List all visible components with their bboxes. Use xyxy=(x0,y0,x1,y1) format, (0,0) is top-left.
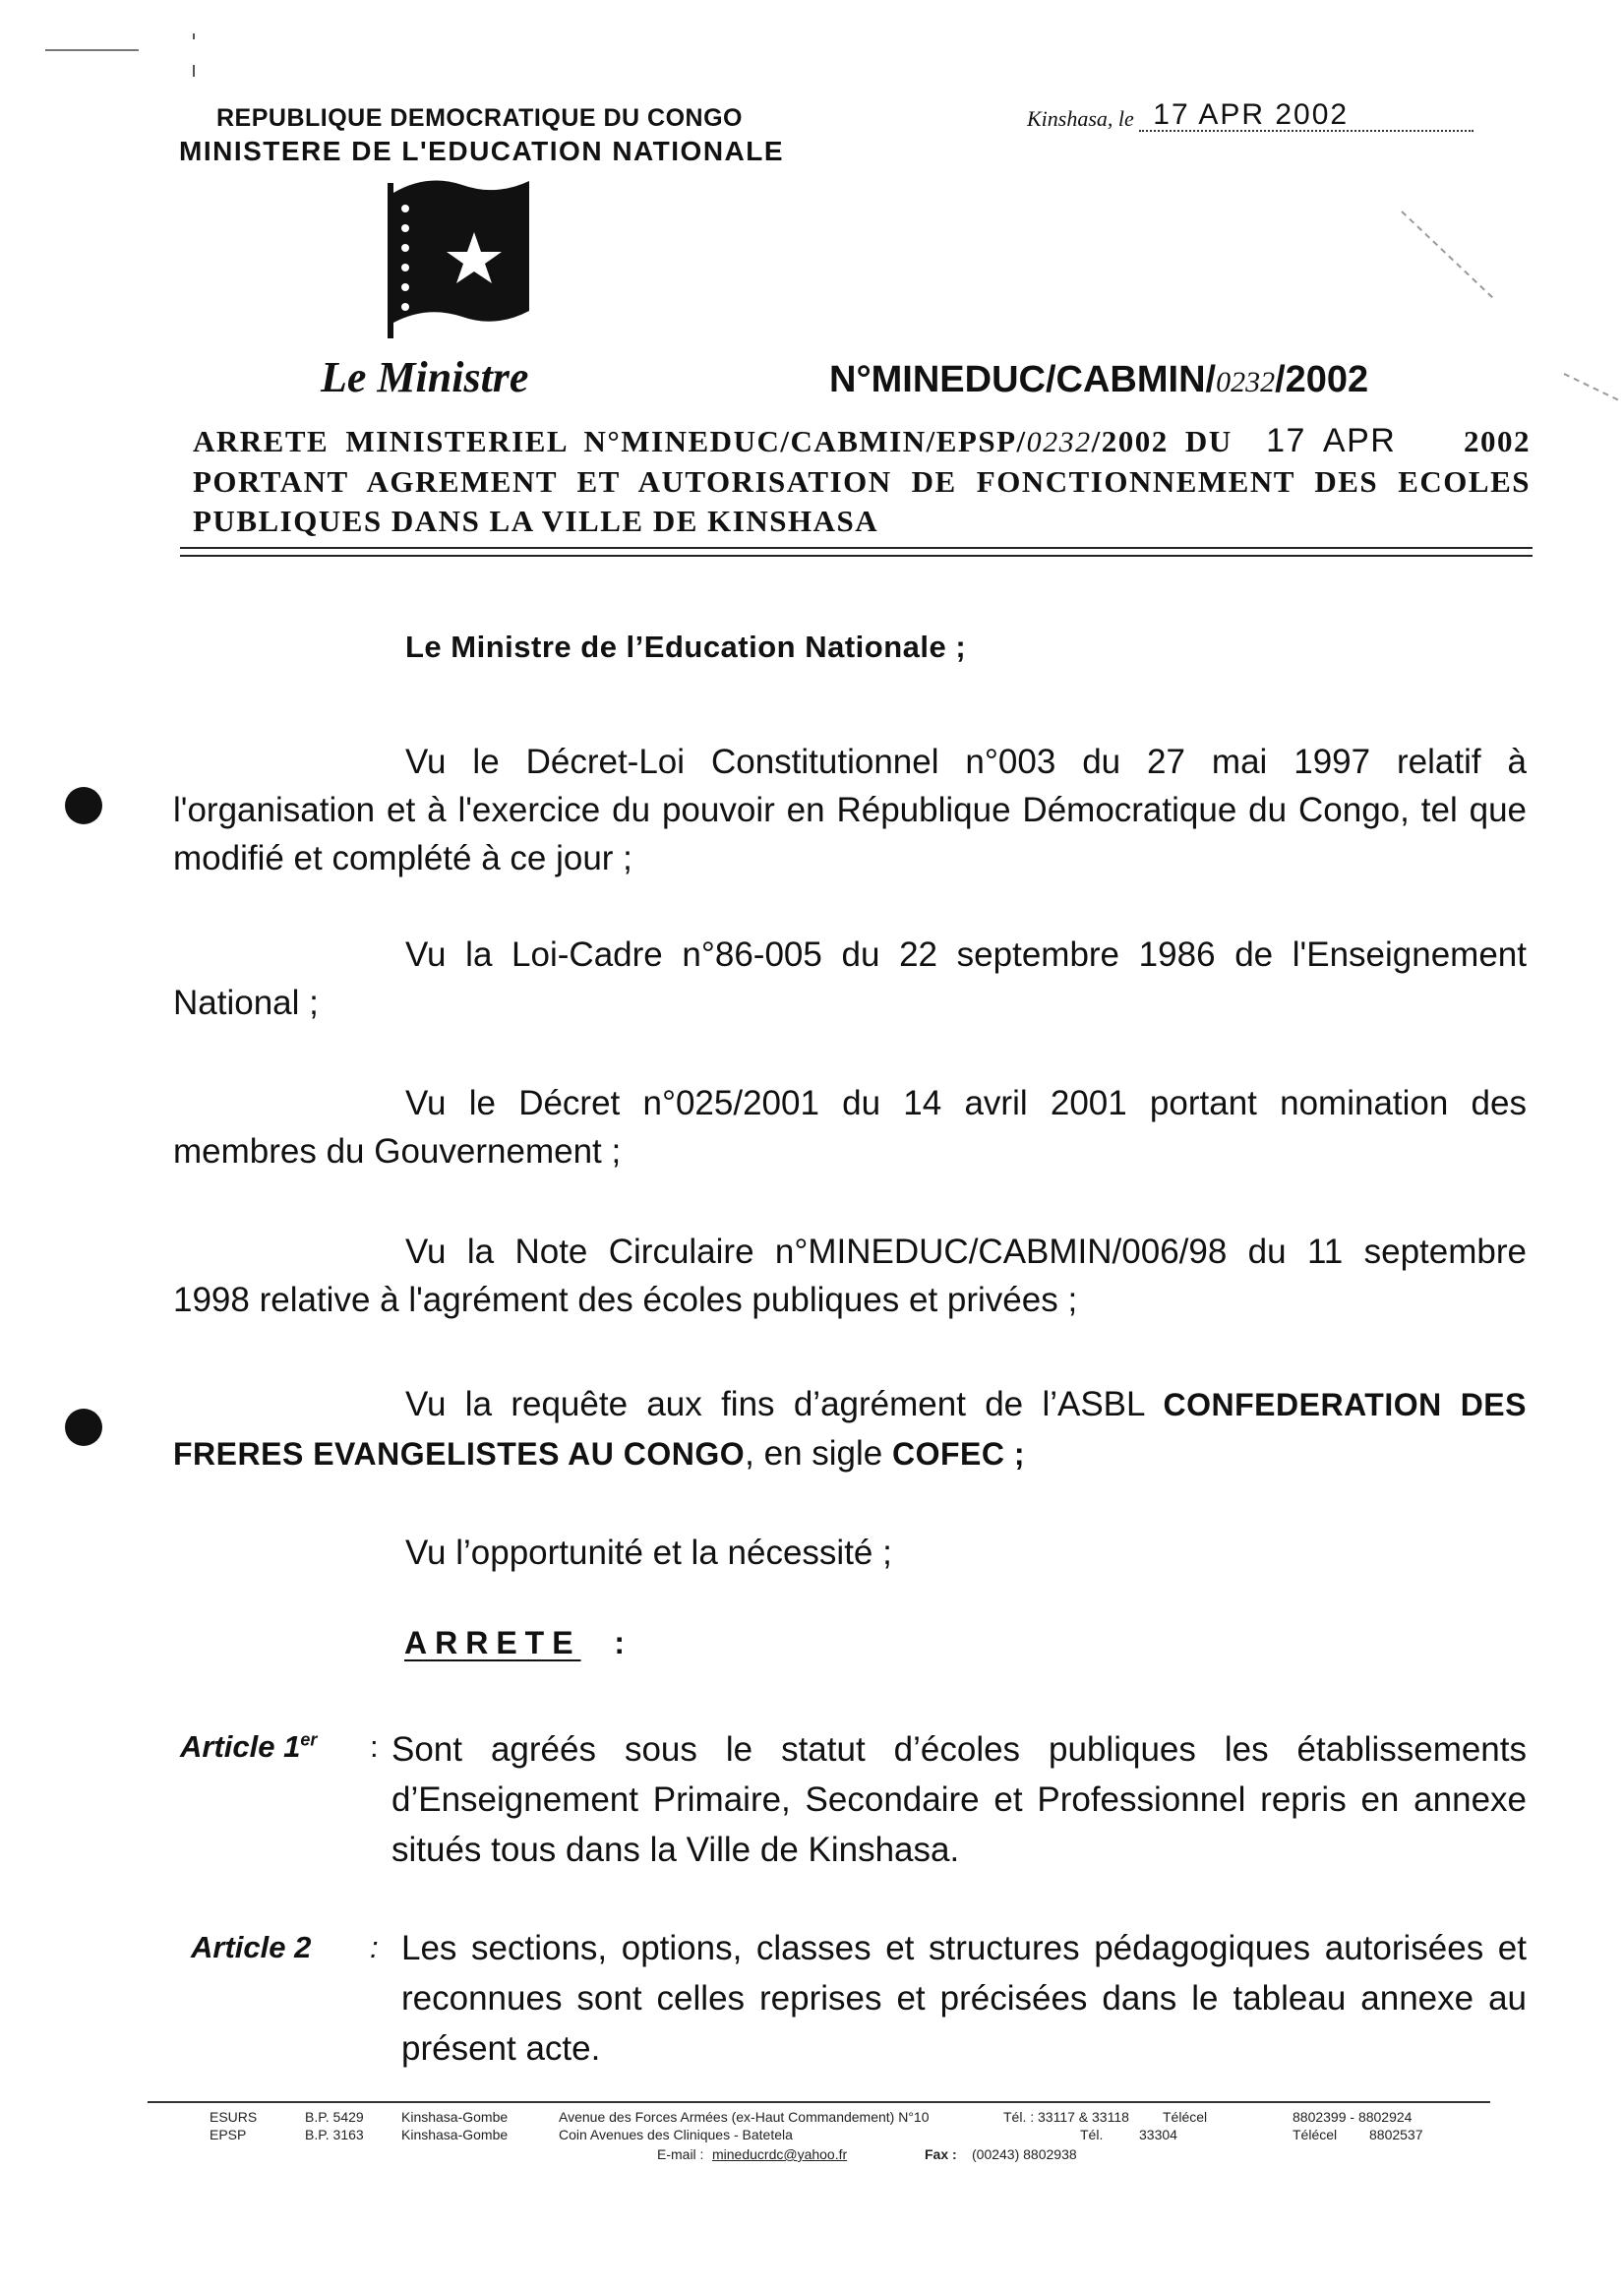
arrete-title-line-2: PORTANT AGREMENT ET AUTORISATION DE FONCTIONNEMENT DES ECOLES xyxy=(193,464,1531,499)
article-1-colon: : xyxy=(370,1729,379,1764)
consideration-text: Vu la Loi-Cadre n°86-005 du 22 septembre 1986 de l'Enseignement National ; xyxy=(173,935,1527,1022)
reference-handwritten: 0232 xyxy=(1216,366,1276,398)
scan-mark xyxy=(193,65,195,77)
divider-rule xyxy=(180,547,1533,549)
footer-tel: Tél. : 33117 & 33118 xyxy=(1003,2109,1129,2125)
republic-name: REPUBLIQUE DEMOCRATIQUE DU CONGO xyxy=(216,104,743,132)
footer-address: Avenue des Forces Armées (ex-Haut Commandement) N°10 xyxy=(559,2109,930,2125)
article-2-colon: : xyxy=(370,1930,379,1964)
arrete-title xyxy=(193,421,1531,541)
request-text: , en sigle xyxy=(745,1434,883,1473)
opportunity-text: Vu l’opportunité et la nécessité ; xyxy=(405,1534,892,1572)
arrete-word: ARRETE xyxy=(404,1625,581,1660)
article-label-text: Article 1 xyxy=(180,1729,301,1764)
title-stamp: 17 APR xyxy=(1266,422,1397,459)
divider-rule xyxy=(180,555,1533,557)
place-prefix: Kinshasa, le xyxy=(1027,106,1134,131)
scan-mark xyxy=(45,49,139,51)
reference-number xyxy=(829,359,1368,401)
scan-mark xyxy=(193,33,195,39)
stamp-date: 17 APR 2002 xyxy=(1153,98,1350,131)
footer-bp: B.P. 5429 xyxy=(305,2109,364,2125)
footer-address: Coin Avenues des Cliniques - Batetela xyxy=(559,2127,793,2142)
opportunity-paragraph xyxy=(173,1529,1527,1577)
reference-prefix: N°MINEDUC/CABMIN/ xyxy=(829,359,1217,400)
arrete-title-line-3: PUBLIQUES DANS LA VILLE DE KINSHASA xyxy=(193,504,879,538)
minister-heading: Le Ministre de l’Education Nationale ; xyxy=(405,630,967,664)
article-1-text: Sont agréés sous le statut d’écoles publiques les établissements d’Enseignement Primaire, Secondaire et Professionnel repris en annexe situés tous dans la Ville de Kinshasa. xyxy=(391,1730,1527,1869)
article-2-label: Article 2 xyxy=(191,1930,312,1964)
arrete-title-line-1 xyxy=(193,421,1531,462)
article-1-label xyxy=(180,1729,317,1765)
footer-telecel: 8802399 - 8802924 xyxy=(1293,2109,1413,2125)
footer-dept: EPSP xyxy=(210,2127,247,2142)
consideration-paragraph xyxy=(173,931,1527,1027)
footer-telecel: 8802537 xyxy=(1369,2127,1423,2142)
date-dotted-line xyxy=(1139,98,1474,132)
footer-email-label: E-mail : xyxy=(657,2146,704,2162)
footer-telecel-label: Télécel xyxy=(1293,2127,1338,2142)
footer-rule xyxy=(148,2101,1490,2103)
consideration-paragraph xyxy=(173,1079,1527,1175)
consideration-text: Vu la Note Circulaire n°MINEDUC/CABMIN/006/98 du 11 septembre 1998 relative à l'agrément des écoles publiques et privées ; xyxy=(173,1233,1527,1319)
scan-hole-bullet xyxy=(65,787,102,824)
request-acronym: COFEC ; xyxy=(892,1436,1026,1472)
request-text: Vu la requête aux fins d’agrément de l’ASBL xyxy=(405,1385,1145,1423)
reference-suffix: /2002 xyxy=(1275,359,1369,400)
footer-city: Kinshasa-Gombe xyxy=(401,2127,509,2142)
consideration-text: Vu le Décret-Loi Constitutionnel n°003 du 27 mai 1997 relatif à l'organisation et à l'exercice du pouvoir en République Démocratique du Congo, tel que modifié et complété à ce jour ; xyxy=(173,743,1527,877)
title-part: ARRETE MINISTERIEL N°MINEDUC/CABMIN/EPSP/ xyxy=(193,424,1027,458)
arrete-heading xyxy=(404,1625,632,1661)
article-label-sup: er xyxy=(300,1729,318,1750)
footer-fax-label: Fax : xyxy=(925,2146,957,2162)
consideration-paragraph xyxy=(173,738,1527,882)
scan-artifact xyxy=(1397,207,1623,403)
footer-dept: ESURS xyxy=(210,2109,258,2125)
title-year: 2002 xyxy=(1464,424,1532,458)
place-date xyxy=(1027,98,1474,132)
scan-hole-bullet xyxy=(65,1409,102,1446)
article-2-text: Les sections, options, classes et structures pédagogiques autorisées et reconnues sont celles reprises et précisées dans le tableau annexe au présent acte. xyxy=(401,1929,1527,2068)
footer-city: Kinshasa-Gombe xyxy=(401,2109,509,2125)
footer-bp: B.P. 3163 xyxy=(305,2127,364,2142)
footer-telecel-label: Télécel xyxy=(1163,2109,1208,2125)
title-part: /2002 DU xyxy=(1091,424,1233,458)
footer-fax: (00243) 8802938 xyxy=(972,2146,1077,2162)
consideration-paragraph xyxy=(173,1228,1527,1324)
footer-tel-label: Tél. xyxy=(1080,2127,1104,2142)
minister-signature-title: Le Ministre xyxy=(321,353,529,401)
footer-email-link[interactable]: mineducrdc@yahoo.fr xyxy=(712,2146,848,2162)
request-org-name: CONFEDERATION DES FRERES EVANGELISTES AU CONGO xyxy=(173,1387,1527,1472)
flag-emblem-icon xyxy=(388,173,533,338)
footer-tel: 33304 xyxy=(1139,2127,1177,2142)
ministry-name: MINISTERE DE L'EDUCATION NATIONALE xyxy=(179,136,785,166)
request-paragraph xyxy=(173,1380,1527,1478)
arrete-colon: : xyxy=(614,1625,632,1660)
consideration-text: Vu le Décret n°025/2001 du 14 avril 2001 portant nomination des membres du Gouvernement ; xyxy=(173,1084,1527,1171)
title-handwritten: 0232 xyxy=(1026,426,1092,458)
